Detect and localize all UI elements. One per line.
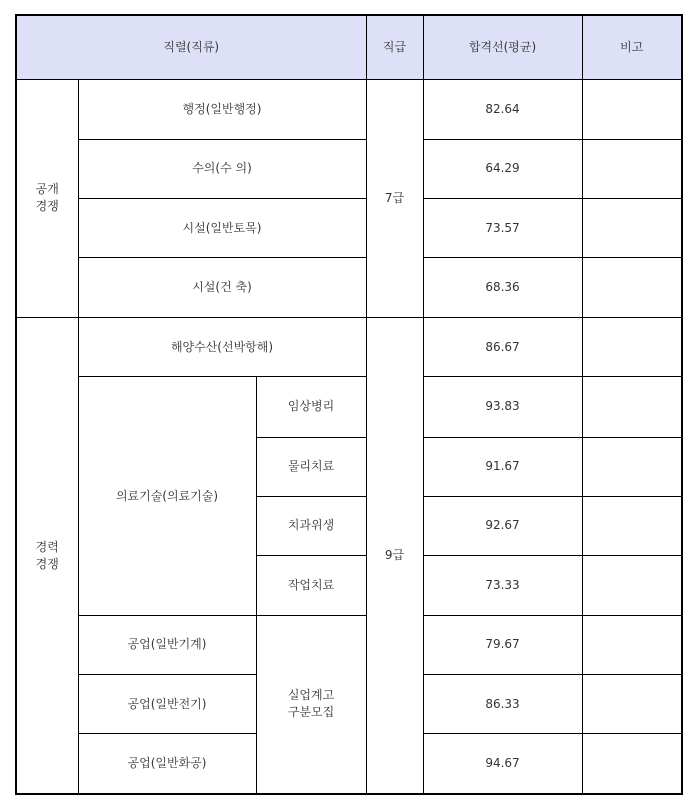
job-name: 공업(일반전기) — [78, 675, 256, 734]
header-remarks: 비고 — [582, 15, 682, 79]
remark-cell — [582, 318, 682, 377]
remark-cell — [582, 377, 682, 437]
medical-subfield: 작업치료 — [256, 555, 366, 615]
vocational-recruitment-note: 실업계고 구분모집 — [256, 615, 366, 794]
remark-cell — [582, 437, 682, 496]
remark-cell — [582, 198, 682, 257]
remark-cell — [582, 496, 682, 555]
cutoff-score: 91.67 — [423, 437, 582, 496]
cutoff-score: 94.67 — [423, 734, 582, 794]
remark-cell — [582, 675, 682, 734]
medical-subfield: 치과위생 — [256, 496, 366, 555]
remark-cell — [582, 615, 682, 674]
remark-cell — [582, 139, 682, 198]
table-row — [16, 79, 682, 139]
cutoff-score: 73.57 — [423, 198, 582, 257]
cutoff-score: 93.83 — [423, 377, 582, 437]
cutoff-score: 64.29 — [423, 139, 582, 198]
grade-9: 9급 — [366, 318, 423, 794]
cutoff-score: 68.36 — [423, 258, 582, 318]
cutoff-score-table — [15, 14, 683, 795]
cutoff-score: 86.67 — [423, 318, 582, 377]
cutoff-score: 82.64 — [423, 79, 582, 139]
job-name: 시설(일반토목) — [78, 198, 366, 257]
category-career-competition: 경력 경쟁 — [16, 318, 78, 794]
remark-cell — [582, 555, 682, 615]
job-name: 공업(일반기계) — [78, 615, 256, 674]
job-name: 공업(일반화공) — [78, 734, 256, 794]
table-row — [16, 318, 682, 377]
medical-subfield: 임상병리 — [256, 377, 366, 437]
remark-cell — [582, 79, 682, 139]
table-row — [16, 615, 682, 674]
job-name: 행정(일반행정) — [78, 79, 366, 139]
table-row — [16, 258, 682, 318]
grade-7: 7급 — [366, 79, 423, 318]
header-row — [16, 15, 682, 79]
category-open-competition: 공개 경쟁 — [16, 79, 78, 318]
medical-group: 의료기술(의료기술) — [78, 377, 256, 616]
table-row — [16, 377, 682, 437]
cutoff-score: 92.67 — [423, 496, 582, 555]
remark-cell — [582, 734, 682, 794]
header-grade: 직급 — [366, 15, 423, 79]
cutoff-score: 73.33 — [423, 555, 582, 615]
medical-subfield: 물리치료 — [256, 437, 366, 496]
cutoff-score: 86.33 — [423, 675, 582, 734]
header-job-series: 직렬(직류) — [16, 15, 366, 79]
job-name: 해양수산(선박항해) — [78, 318, 366, 377]
job-name: 수의(수 의) — [78, 139, 366, 198]
job-name: 시설(건 축) — [78, 258, 366, 318]
header-cutoff: 합격선(평균) — [423, 15, 582, 79]
cutoff-score: 79.67 — [423, 615, 582, 674]
table-row — [16, 139, 682, 198]
remark-cell — [582, 258, 682, 318]
table-row — [16, 198, 682, 257]
